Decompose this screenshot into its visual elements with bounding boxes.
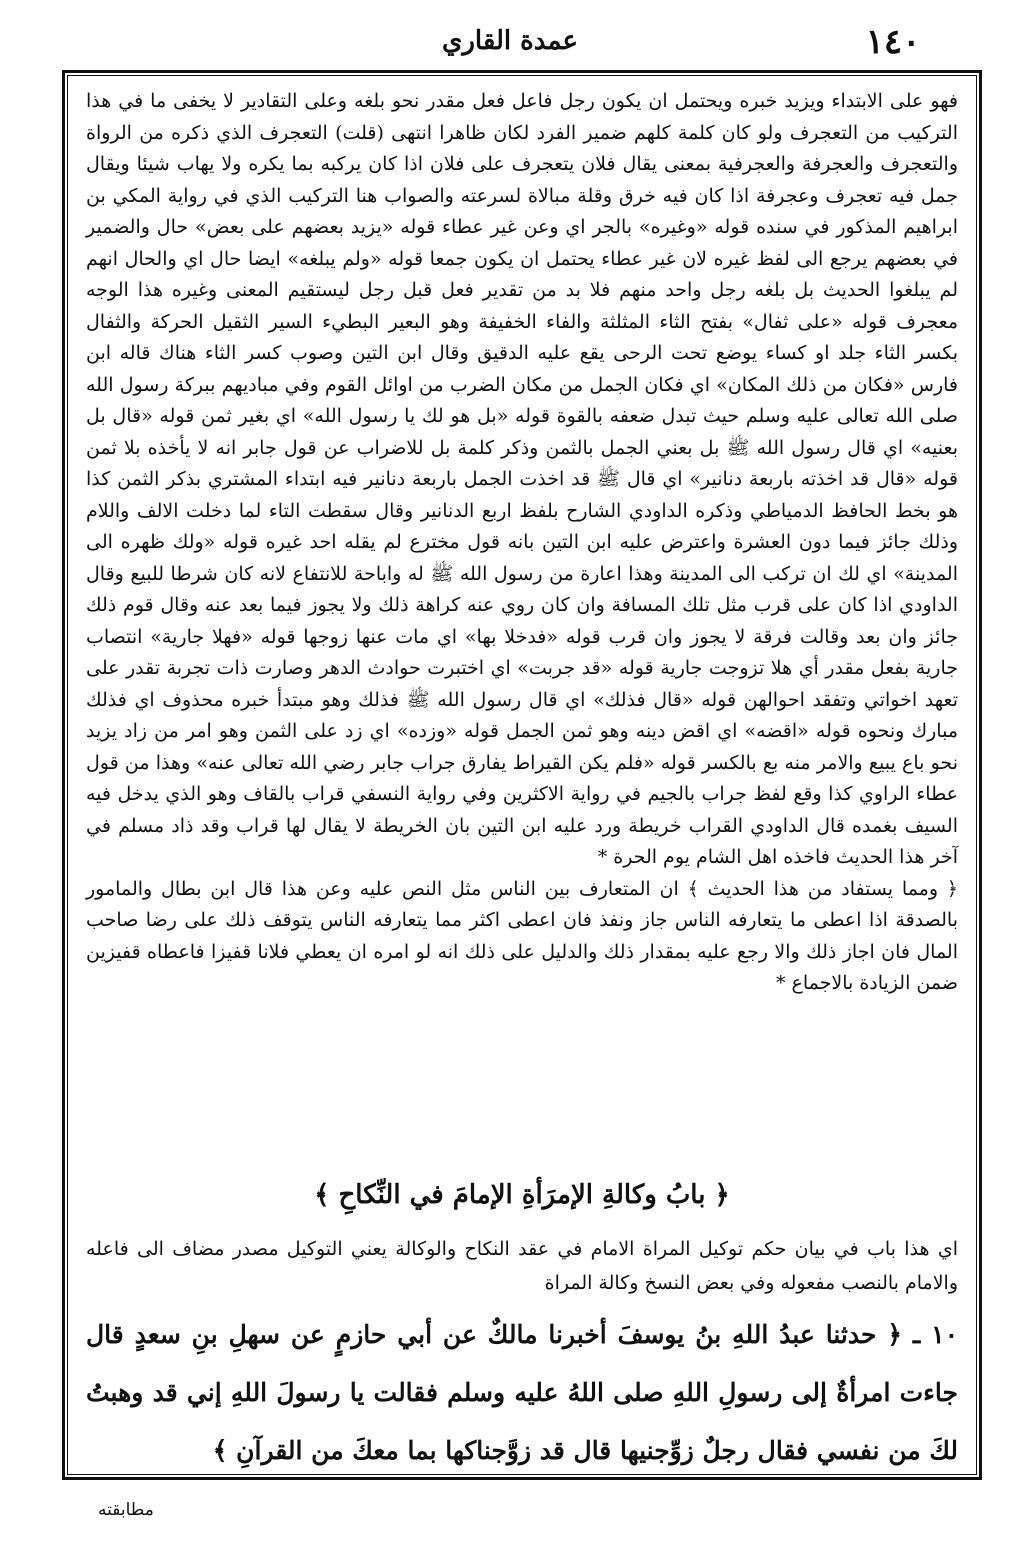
commentary-paragraph: فهو على الابتداء ويزيد خبره ويحتمل ان يكون رجل فاعل فعل مقدر نحو بلغه وعلى التقادير لا يخفى ما في هذا التركيب من التعجرف ولو كان كلمة كلهم ضمير الفرد لكان ظاهرا انتهى (قلت) التعجرف الذي ذكره من الرواة والتعجرف والعجرفة والعجرفية بمعنى يقال فلان يتعجرف على فلان اذا كان يركبه بما يكره ولا يهاب شيئا ويقال جمل فيه تعجرف وعجرفة اذا كان فيه خرق وقلة مبالاة لسرعته والصواب هنا التركيب الذي في رواية المكي بن ابراهيم المذكور في سنده قوله «وغيره» بالجر اي وعن غير عطاء قوله «يزيد بعضهم على بعض» حال والضمير في بعضهم يرجع الى لفظ غيره لان غير عطاء يحتمل ان يكون جمعا قوله «ولم يبلغه» ايضا حال اي والحال انهم لم يبلغوا الحديث بل بلغه رجل واحد منهم فلا بد من تقدير فعل قبل رجل ليستقيم المعنى وغيره هذا الوجه معجرف قوله «على ثفال» بفتح الثاء المثلثة والفاء الخفيفة وهو البعير البطيء السير الثقيل الحركة والثفال بكسر الثاء جلد او كساء يوضع تحت الرحى يقع عليه الدقيق وقال ابن التين وصوب كسر الثاء هناك قاله ابن فارس «فكان من ذلك المكان» اي فكان الجمل من مكان الضرب من اوائل القوم وفي مباديهم ببركة رسول الله صلى الله تعالى عليه وسلم حيث تبدل ضعفه بالقوة قوله «بل هو لك يا رسول الله» اي بغير ثمن قوله «قال بل بعنيه» اي قال رسول الله ﷺ بل بعني الجمل بالثمن وذكر كلمة بل للاضراب عن قول جابر انه لا يأخذه بلا ثمن قوله «قال قد اخذته باربعة دنانير» اي قال ﷺ قد اخذت الجمل باربعة دنانير فيه ابتداء المشتري بذكر الثمن كذا هو بخط الحافظ الدمياطي وذكره الداودي الشارح بلفظ اربع الدنانير وقال سقطت التاء لما دخلت الالف واللام وذلك جائز فيما دون العشرة واعترض عليه ابن التين بانه قول مخترع لم يقله احد غيره قوله «ولك ظهره الى المدينة» اي لك ان تركب الى المدينة وهذا اعارة من رسول الله ﷺ له واباحة للانتفاع لانه كان شرطا للبيع وقال الداودي اذا كان على قرب مثل تلك المسافة وان كان روي عنه كراهة ذلك ولا يجوز فيما بعد عنه وقال قوم ذلك جائز وان بعد وقالت فرقة لا يجوز وان قرب قوله «فدخلا بها» اي مات عنها زوجها قوله «فهلا جارية» انتصاب جارية بفعل مقدر أي هلا تزوجت جارية قوله «قد جربت» اي اختبرت حوادث الدهر وصارت ذات تجربة تقدر على تعهد اخواتي وتفقد احوالهن قوله «قال فذلك» اي قال رسول الله ﷺ فذلك وهو مبتدأ خبره محذوف اي فذلك مبارك ونحوه قوله «اقضه» اي اقض دينه وهو ثمن الجمل قوله «وزده» اي زد على الثمن وهو امر من زاد يزيد نحو باع يبيع والامر منه بع بالكسر قوله «فلم يكن القيراط يفارق جراب جابر رضي الله تعالى عنه» وهذا من قول عطاء الراوي كذا وقع لفظ جراب بالجيم في رواية الاكثرين وفي رواية النسفي قراب بالقاف وهو الذي يدخل فيه السيف بغمده قال الداودي القراب خريطة ورد عليه ابن التين بان الخريطة لا يقال لها قراب وقد ذاد مسلم في آخر هذا الحديث فاخذه اهل الشام يوم الحرة * <box>86 90 958 868</box>
footer-catchword: مطابقته <box>98 1500 154 1520</box>
chapter-gloss: اي هذا باب في بيان حكم توكيل المراة الامام في عقد النكاح والوكالة يعني التوكيل مصدر مضاف الى فاعله والامام بالنصب مفعوله وفي بعض النسخ وكالة المراة <box>86 1238 958 1294</box>
running-title: عمدة القاري <box>442 26 578 56</box>
hadith-text: ١٠ ـ ﴿ حدثنا عبدُ اللهِ بنُ يوسفَ أخبرنا مالكٌ عن أبي حازمٍ عن سهلِ بنِ سعدٍ قال جاءت امرأةٌ إلى رسولِ اللهِ صلى اللهُ عليه وسلم فقالت يا رسولَ اللهِ إني قد وهبتُ لكَ من نفسي فقال رجلٌ زوِّجنيها قال قد زوَّجناكها بما معكَ من القرآنِ ﴾ <box>86 1320 958 1465</box>
commentary-body <box>86 86 958 1000</box>
page-number: ١٤٠ <box>865 22 921 62</box>
chapter-title: ﴿ بابُ وكالةِ الإمرَأةِ الإمامَ في النِّكاحِ ﴾ <box>314 1180 730 1210</box>
commentary-paragraph: ﴿ ومما يستفاد من هذا الحديث ﴾ ان المتعارف بين الناس مثل النص عليه وعن هذا قال ابن بطال والمامور بالصدقة اذا اعطى ما يتعارفه الناس جاز ونفذ فان اعطى اكثر مما يتعارفه الناس يتوقف ذلك على رضا صاحب المال فان اجاز ذلك والا رجع عليه بمقدار ذلك والدليل على ذلك انه لو امره ان يعطي فلانا قفيزا فاعطاه قفيزين ضمن الزيادة بالاجماع * <box>86 877 958 994</box>
